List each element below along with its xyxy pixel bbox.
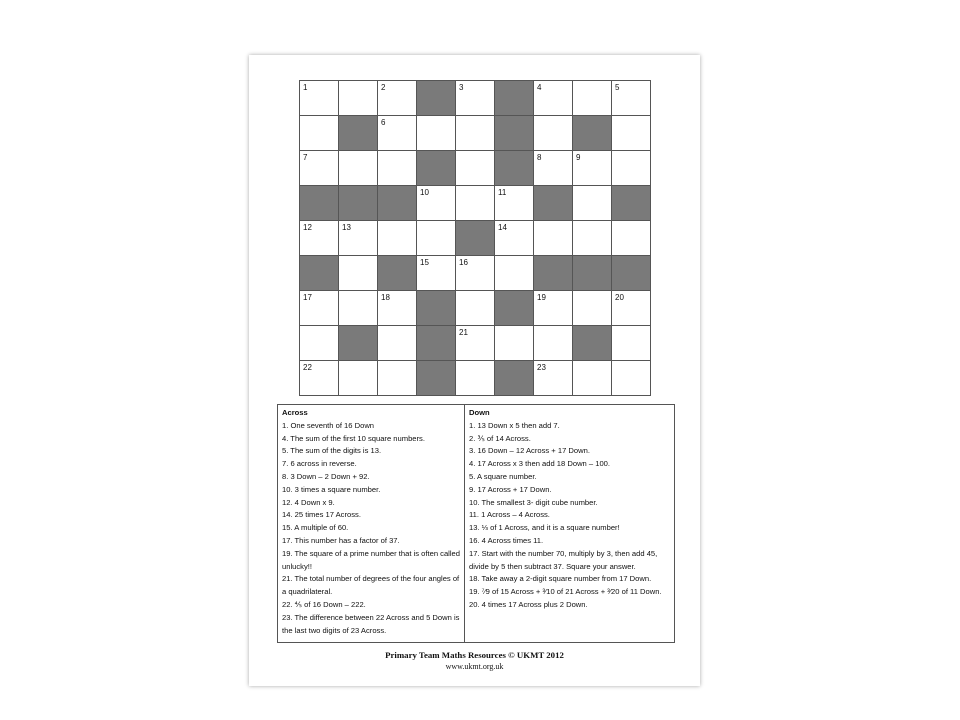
black-cell	[339, 116, 378, 151]
grid-cell[interactable]	[573, 151, 612, 186]
grid-cell[interactable]	[456, 256, 495, 291]
grid-cell[interactable]	[612, 326, 651, 361]
cell-number: 3	[459, 83, 464, 92]
black-cell	[339, 186, 378, 221]
grid-cell[interactable]	[612, 221, 651, 256]
down-clue-list	[469, 420, 670, 612]
across-clue: 5. The sum of the digits is 13.	[282, 446, 382, 456]
cell-number: 10	[420, 188, 429, 197]
cell-number: 8	[537, 153, 542, 162]
across-clue: 12. 4 Down x 9.	[282, 497, 335, 507]
grid-cell[interactable]	[339, 81, 378, 116]
grid-cell[interactable]	[612, 81, 651, 116]
grid-cell[interactable]	[378, 291, 417, 326]
across-clue: 7. 6 across in reverse.	[282, 459, 357, 469]
cell-number: 20	[615, 293, 624, 302]
black-cell	[573, 256, 612, 291]
grid-cell[interactable]	[456, 116, 495, 151]
grid-cell[interactable]	[495, 256, 534, 291]
black-cell	[378, 186, 417, 221]
grid-cell[interactable]	[534, 116, 573, 151]
grid-cell[interactable]	[495, 221, 534, 256]
black-cell	[417, 361, 456, 396]
grid-cell[interactable]	[378, 221, 417, 256]
black-cell	[573, 116, 612, 151]
grid-cell[interactable]	[300, 116, 339, 151]
grid-cell[interactable]	[612, 291, 651, 326]
grid-cell[interactable]	[456, 151, 495, 186]
across-clue: 22. ⅘ of 16 Down – 222.	[282, 599, 366, 609]
footer-copyright: Primary Team Maths Resources © UKMT 2012	[385, 650, 564, 660]
cell-number: 9	[576, 153, 581, 162]
cell-number: 14	[498, 223, 507, 232]
cell-number: 11	[498, 188, 507, 197]
grid-cell[interactable]	[456, 361, 495, 396]
grid-cell[interactable]	[378, 116, 417, 151]
cell-number: 21	[459, 328, 468, 337]
grid-cell[interactable]	[300, 221, 339, 256]
black-cell	[534, 186, 573, 221]
across-clue: 4. The sum of the first 10 square numbers.	[282, 433, 425, 443]
down-clue: 3. 16 Down – 12 Across + 17 Down.	[469, 446, 590, 456]
grid-cell[interactable]	[300, 291, 339, 326]
black-cell	[495, 81, 534, 116]
clues-box	[277, 404, 675, 643]
grid-cell[interactable]	[417, 186, 456, 221]
black-cell	[339, 326, 378, 361]
across-clue: 10. 3 times a square number.	[282, 484, 381, 494]
across-clue: 23. The difference between 22 Across and 5 Down is the last two digits of 23 Across.	[282, 612, 460, 635]
black-cell	[495, 116, 534, 151]
cell-number: 1	[303, 83, 308, 92]
cell-number: 7	[303, 153, 308, 162]
grid-cell[interactable]	[339, 221, 378, 256]
cell-number: 22	[303, 363, 312, 372]
down-clue: 4. 17 Across x 3 then add 18 Down – 100.	[469, 459, 610, 469]
down-clue: 18. Take away a 2-digit square number from 17 Down.	[469, 574, 652, 584]
black-cell	[378, 256, 417, 291]
grid-cell[interactable]	[573, 361, 612, 396]
grid-row	[300, 326, 651, 361]
grid-row	[300, 256, 651, 291]
grid-cell[interactable]	[573, 221, 612, 256]
down-clue: 2. ⅗ of 14 Across.	[469, 433, 531, 443]
cell-number: 6	[381, 118, 386, 127]
cell-number: 5	[615, 83, 620, 92]
grid-cell[interactable]	[339, 151, 378, 186]
across-clue: 14. 25 times 17 Across.	[282, 510, 361, 520]
grid-cell[interactable]	[456, 186, 495, 221]
across-column	[278, 405, 465, 642]
black-cell	[495, 361, 534, 396]
grid-cell[interactable]	[573, 291, 612, 326]
down-clue: 5. A square number.	[469, 471, 537, 481]
down-clue: 11. 1 Across – 4 Across.	[469, 510, 550, 520]
grid-cell[interactable]	[339, 256, 378, 291]
cell-number: 2	[381, 83, 386, 92]
cell-number: 19	[537, 293, 546, 302]
grid-cell[interactable]	[339, 361, 378, 396]
across-clue: 17. This number has a factor of 37.	[282, 535, 400, 545]
black-cell	[495, 151, 534, 186]
cell-number: 16	[459, 258, 468, 267]
down-column	[465, 405, 674, 642]
grid-cell[interactable]	[300, 361, 339, 396]
black-cell	[417, 151, 456, 186]
grid-cell[interactable]	[534, 221, 573, 256]
down-heading: Down	[469, 408, 490, 417]
black-cell	[495, 291, 534, 326]
black-cell	[417, 326, 456, 361]
down-clue: 10. The smallest 3- digit cube number.	[469, 497, 598, 507]
down-clue: 20. 4 times 17 Across plus 2 Down.	[469, 599, 588, 609]
crossword-grid	[299, 80, 651, 396]
grid-cell[interactable]	[300, 326, 339, 361]
grid-cell[interactable]	[339, 291, 378, 326]
grid-cell[interactable]	[417, 221, 456, 256]
grid-row	[300, 116, 651, 151]
across-clue: 21. The total number of degrees of the four angles of a quadrilateral.	[282, 574, 460, 597]
across-heading: Across	[282, 408, 308, 417]
grid-cell[interactable]	[612, 116, 651, 151]
footer-website: www.ukmt.org.uk	[445, 662, 504, 671]
cell-number: 4	[537, 83, 542, 92]
grid-cell[interactable]	[456, 326, 495, 361]
grid-cell[interactable]	[378, 81, 417, 116]
grid-cell[interactable]	[456, 291, 495, 326]
black-cell	[417, 291, 456, 326]
black-cell	[456, 221, 495, 256]
grid-cell[interactable]	[378, 326, 417, 361]
cell-number: 23	[537, 363, 546, 372]
grid-cell[interactable]	[573, 81, 612, 116]
down-clue: 16. 4 Across times 11.	[469, 535, 544, 545]
grid-cell[interactable]	[300, 151, 339, 186]
down-clue: 13. ⅓ of 1 Across, and it is a square number!	[469, 523, 620, 533]
grid-cell[interactable]	[378, 151, 417, 186]
cell-number: 13	[342, 223, 351, 232]
grid-row	[300, 361, 651, 396]
grid-cell[interactable]	[534, 291, 573, 326]
grid-cell[interactable]	[534, 151, 573, 186]
black-cell	[300, 186, 339, 221]
grid-cell[interactable]	[612, 151, 651, 186]
across-clue: 15. A multiple of 60.	[282, 523, 349, 533]
grid-row	[300, 291, 651, 326]
grid-row	[300, 186, 651, 221]
black-cell	[417, 81, 456, 116]
black-cell	[300, 256, 339, 291]
black-cell	[573, 326, 612, 361]
across-clue-list	[282, 420, 460, 638]
across-clue: 1. One seventh of 16 Down	[282, 420, 375, 430]
grid-cell[interactable]	[534, 361, 573, 396]
grid-cell[interactable]	[378, 361, 417, 396]
down-clue: 17. Start with the number 70, multiply by 3, then add 45, divide by 5 then subtract 37. Square your answer.	[469, 548, 658, 571]
down-clue: 1. 13 Down x 5 then add 7.	[469, 420, 560, 430]
black-cell	[534, 256, 573, 291]
grid-cell[interactable]	[612, 361, 651, 396]
cell-number: 17	[303, 293, 312, 302]
grid-cell[interactable]	[495, 326, 534, 361]
across-clue: 8. 3 Down – 2 Down + 92.	[282, 471, 370, 481]
grid-row	[300, 81, 651, 116]
grid-row	[300, 221, 651, 256]
grid-cell[interactable]	[534, 81, 573, 116]
grid-cell[interactable]	[573, 186, 612, 221]
black-cell	[612, 256, 651, 291]
across-clue: 19. The square of a prime number that is often called unlucky!!	[282, 548, 460, 571]
down-clue: 9. 17 Across + 17 Down.	[469, 484, 552, 494]
grid-cell[interactable]	[534, 326, 573, 361]
grid-cell[interactable]	[417, 256, 456, 291]
cell-number: 15	[420, 258, 429, 267]
cell-number: 12	[303, 223, 312, 232]
grid-cell[interactable]	[300, 81, 339, 116]
cell-number: 18	[381, 293, 390, 302]
grid-cell[interactable]	[456, 81, 495, 116]
down-clue: 19. ⁷⁄9 of 15 Across + ³⁄10 of 21 Across + ³⁄20 of 11 Down.	[469, 587, 662, 597]
grid-row	[300, 151, 651, 186]
grid-cell[interactable]	[495, 186, 534, 221]
black-cell	[612, 186, 651, 221]
grid-cell[interactable]	[417, 116, 456, 151]
